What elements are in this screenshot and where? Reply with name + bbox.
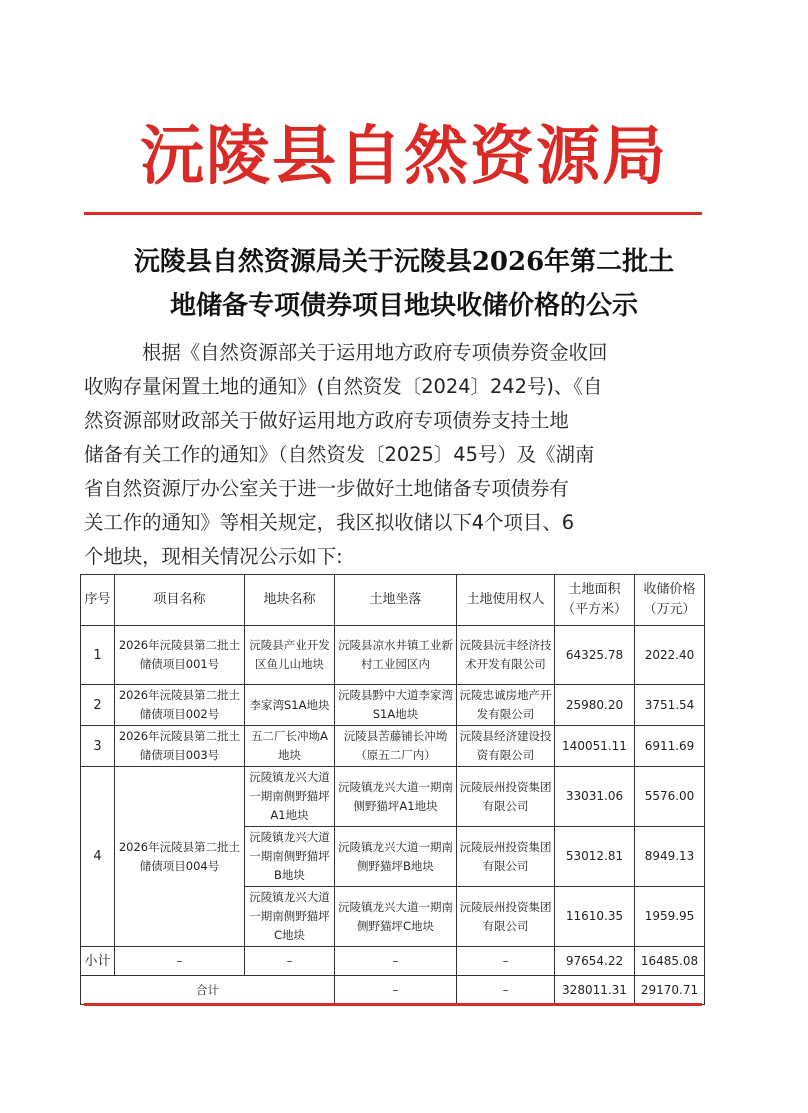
subtotal-area: 97654.22	[555, 947, 635, 976]
agency-letterhead: 沅陵县自然资源局	[140, 119, 668, 194]
body-paragraph	[84, 336, 704, 574]
cell-area: 25980.20	[555, 685, 635, 726]
cell-project: 2026年沅陵县第二批土储债项目004号	[115, 767, 245, 947]
table-row	[81, 726, 705, 767]
cell-location: 沅陵镇龙兴大道一期南侧野猫坪B地块	[335, 827, 457, 887]
cell-owner: 沅陵忠诚房地产开发有限公司	[457, 685, 555, 726]
header-price: 收储价格（万元）	[635, 575, 705, 626]
cell-price: 2022.40	[635, 626, 705, 685]
body-line: 省自然资源厅办公室关于进一步做好土地储备专项债券有	[84, 477, 569, 500]
header-owner: 土地使用权人	[457, 575, 555, 626]
body-line: 关工作的通知》等相关规定，我区拟收储以下4个项目、6	[84, 511, 575, 534]
body-line: 然资源部财政部关于做好运用地方政府专项债券支持土地	[84, 409, 569, 432]
header-area: 土地面积（平方米）	[555, 575, 635, 626]
cell-location: 沅陵县黔中大道李家湾S1A地块	[335, 685, 457, 726]
header-index: 序号	[81, 575, 115, 626]
cell-area: 11610.35	[555, 887, 635, 947]
table-row	[81, 626, 705, 685]
cell-project: 2026年沅陵县第二批土储债项目003号	[115, 726, 245, 767]
cell-price: 5576.00	[635, 767, 705, 827]
cell-area: 33031.06	[555, 767, 635, 827]
cell-parcel: 李家湾S1A地块	[245, 685, 335, 726]
cell-parcel: 沅陵镇龙兴大道一期南侧野猫坪B地块	[245, 827, 335, 887]
cell-owner: –	[457, 947, 555, 976]
cell-location: 沅陵镇龙兴大道一期南侧野猫坪C地块	[335, 887, 457, 947]
header-parcel: 地块名称	[245, 575, 335, 626]
cell-area: 140051.11	[555, 726, 635, 767]
cell-owner: 沅陵县经济建设投资有限公司	[457, 726, 555, 767]
table-row	[81, 767, 705, 827]
cell-index: 3	[81, 726, 115, 767]
table-header-row	[81, 575, 705, 626]
land-parcel-table	[80, 574, 705, 1005]
cell-price: 8949.13	[635, 827, 705, 887]
cell-owner: 沅陵辰州投资集团有限公司	[457, 887, 555, 947]
cell-area: 64325.78	[555, 626, 635, 685]
footer-red-rule	[84, 1003, 702, 1006]
cell-project: 2026年沅陵县第二批土储债项目001号	[115, 626, 245, 685]
letterhead-red-rule	[84, 212, 702, 215]
cell-location: 沅陵县苦藤铺长冲坳（原五二厂内）	[335, 726, 457, 767]
body-line: 储备有关工作的通知》（自然资发〔2025〕45号）及《湖南	[84, 443, 595, 466]
cell-location: 沅陵县凉水井镇工业新村工业园区内	[335, 626, 457, 685]
body-line: 个地块，现相关情况公示如下:	[84, 545, 343, 568]
cell-project: 2026年沅陵县第二批土储债项目002号	[115, 685, 245, 726]
cell-index: 4	[81, 767, 115, 947]
cell-index: 1	[81, 626, 115, 685]
cell-area: 53012.81	[555, 827, 635, 887]
cell-price: 1959.95	[635, 887, 705, 947]
cell-price: 6911.69	[635, 726, 705, 767]
cell-location: 沅陵镇龙兴大道一期南侧野猫坪A1地块	[335, 767, 457, 827]
cell-owner: –	[457, 976, 555, 1005]
total-area: 328011.31	[555, 976, 635, 1005]
body-line: 根据《自然资源部关于运用地方政府专项债券资金收回	[142, 341, 608, 364]
table-row	[81, 685, 705, 726]
subtotal-price: 16485.08	[635, 947, 705, 976]
cell-owner: 沅陵县沅丰经济技术开发有限公司	[457, 626, 555, 685]
body-line: 收购存量闲置土地的通知》(自然资发〔2024〕242号)、《自	[84, 375, 603, 398]
header-location: 土地坐落	[335, 575, 457, 626]
cell-location: –	[335, 947, 457, 976]
cell-parcel: 沅陵镇龙兴大道一期南侧野猫坪C地块	[245, 887, 335, 947]
header-project: 项目名称	[115, 575, 245, 626]
subtotal-label: 小计	[81, 947, 115, 976]
cell-owner: 沅陵辰州投资集团有限公司	[457, 827, 555, 887]
total-label: 合计	[81, 976, 335, 1005]
cell-index: 2	[81, 685, 115, 726]
cell-parcel: 沅陵镇龙兴大道一期南侧野猫坪A1地块	[245, 767, 335, 827]
subtotal-row	[81, 947, 705, 976]
document-title	[60, 240, 748, 328]
total-row	[81, 976, 705, 1005]
title-line-2: 地储备专项债券项目地块收储价格的公示	[169, 291, 638, 321]
cell-location: –	[335, 976, 457, 1005]
cell-parcel: 沅陵县产业开发区鱼儿山地块	[245, 626, 335, 685]
cell-price: 3751.54	[635, 685, 705, 726]
cell-project: –	[115, 947, 245, 976]
cell-parcel: –	[245, 947, 335, 976]
total-price: 29170.71	[635, 976, 705, 1005]
title-line-1: 沅陵县自然资源局关于沅陵县2026年第二批土	[133, 247, 675, 277]
cell-parcel: 五二厂长冲坳A地块	[245, 726, 335, 767]
cell-owner: 沅陵辰州投资集团有限公司	[457, 767, 555, 827]
